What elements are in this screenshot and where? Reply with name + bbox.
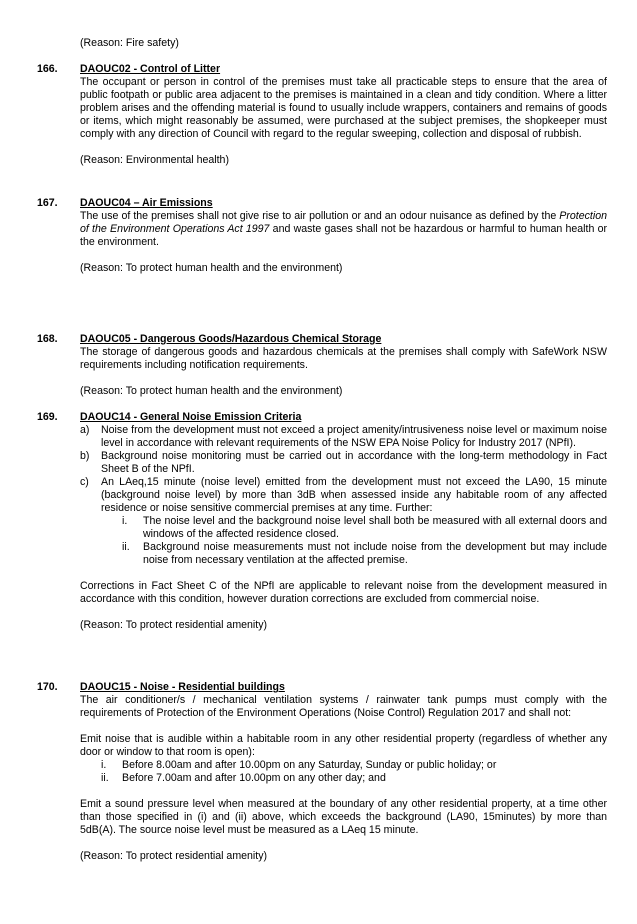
condition-reason: (Reason: To protect residential amenity) [80, 850, 268, 862]
reason-fire-safety: (Reason: Fire safety) [80, 37, 179, 49]
condition-text: The use of the premises shall not give rise to air pollution or and an odour nuisance as defined by the Protection of the Environment Operations Act 1997 and waste gases shall not be hazardous or harmful to human health or the environment. [80, 210, 607, 248]
condition-166 [37, 63, 607, 167]
sub-list-item: ii. Before 7.00am and after 10.00pm on any other day; and [101, 772, 386, 784]
condition-title: DAOUC05 - Dangerous Goods/Hazardous Chemical Storage [80, 333, 382, 345]
list-item: a) Noise from the development must not exceed a project amenity/intrusiveness noise level or maximum noise level in accordance with relevant requirements of the NSW EPA Noise Policy for Industry 2017 (NPfI). [80, 424, 607, 449]
condition-169 [37, 411, 607, 632]
condition-reason: (Reason: To protect residential amenity) [80, 619, 268, 631]
emit-pressure-text: Emit a sound pressure level when measured at the boundary of any other residential property, at a time other than those specified in (i) and (ii) above, which exceeds the background (LA90, 15minutes) by more than 5dB(A). The source noise level must be measured as a LAeq 15 minute. [80, 798, 607, 836]
condition-number: 170. [37, 681, 58, 693]
condition-title: DAOUC15 - Noise - Residential buildings [80, 681, 285, 693]
list-item: c) An LAeq,15 minute (noise level) emitted from the development must not exceed the LA90, 15 minute (background noise level) by more than 3dB when assessed inside any habitable room of any affected residence or noise sensitive commercial premises at any time. Further: [80, 476, 607, 514]
sub-list-item: ii. Background noise measurements must not include noise from the development but may include noise from necessary ventilation at the affected premise. [122, 541, 607, 566]
condition-reason: (Reason: To protect human health and the environment) [80, 262, 343, 274]
condition-170 [37, 681, 607, 863]
condition-title: DAOUC02 - Control of Litter [80, 63, 221, 75]
condition-reason: (Reason: To protect human health and the environment) [80, 385, 343, 397]
sub-list-item: i. The noise level and the background noise level shall both be measured with all external doors and windows of the affected residence closed. [122, 515, 607, 540]
condition-number: 168. [37, 333, 58, 345]
sub-list-item: i. Before 8.00am and after 10.00pm on any Saturday, Sunday or public holiday; or [101, 759, 497, 771]
act-name: Protection of the Environment Operations Act 1997 [80, 210, 607, 235]
condition-167 [37, 197, 607, 275]
condition-title: DAOUC14 - General Noise Emission Criteria [80, 411, 302, 423]
condition-number: 167. [37, 197, 58, 209]
condition-title: DAOUC04 – Air Emissions [80, 197, 213, 209]
corrections-text: Corrections in Fact Sheet C of the NPfI are applicable to relevant noise from the development measured in accordance with this condition, however duration corrections are excluded from commercial noise. [80, 580, 607, 605]
emit-noise-text: Emit noise that is audible within a habitable room in any other residential property (regardless of whether any door or window to that room is open): [80, 733, 607, 758]
condition-text: The storage of dangerous goods and hazardous chemicals at the premises shall comply with SafeWork NSW requirements including notification requirements. [80, 346, 607, 371]
condition-reason: (Reason: Environmental health) [80, 154, 229, 166]
condition-number: 166. [37, 63, 58, 75]
condition-number: 169. [37, 411, 58, 423]
condition-168 [37, 333, 607, 398]
list-item: b) Background noise monitoring must be carried out in accordance with the long-term methodology in Fact Sheet B of the NPfI. [80, 450, 607, 475]
condition-text: The air conditioner/s / mechanical ventilation systems / rainwater tank pumps must comply with the requirements of Protection of the Environment Operations (Noise Control) Regulation 2017 and shall not: [80, 694, 607, 719]
condition-text: The occupant or person in control of the premises must take all practicable steps to ensure that the area of public footpath or public area adjacent to the premises is maintained in a clean and tidy condition. Where a litter problem arises and the offending material is found to usually include wrappers, containers and remains of goods or items, which might reasonably be assumed, were purchased at the subject premises, the shopkeeper must comply with any direction of Council with regard to the regular sweeping, collection and disposal of rubbish. [80, 76, 607, 140]
